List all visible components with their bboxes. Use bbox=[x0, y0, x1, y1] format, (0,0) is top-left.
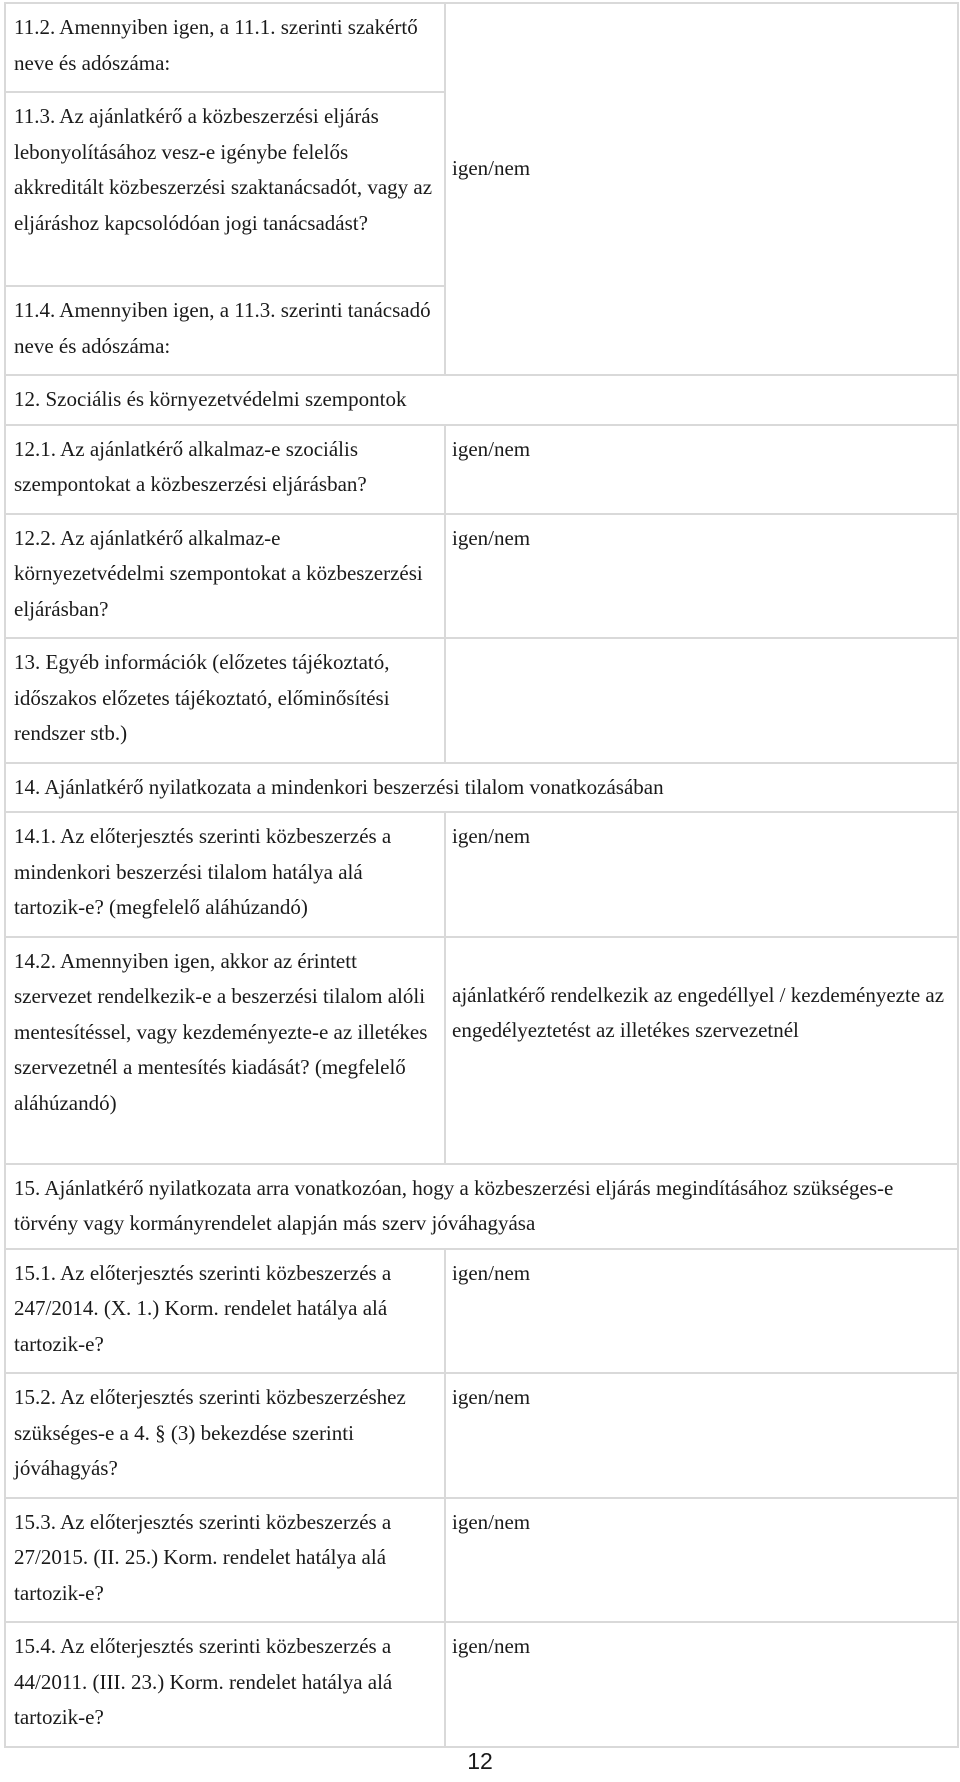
question-14-2-label: 14.2. Amennyiben igen, akkor az érintett szervezet rendelkezik-e a beszerzési tilalom alóli mentesítéssel, vagy kezdeményezte-e az illetékes szervezetnél a mentesítés kiadását? (megfelelő aláhúzandó) bbox=[14, 948, 428, 1115]
table-row-13 bbox=[5, 638, 958, 763]
answer-15-2: igen/nem bbox=[452, 1385, 531, 1409]
answer-cell bbox=[445, 812, 958, 937]
table-row-12-1 bbox=[5, 425, 958, 514]
answer-cell-empty bbox=[445, 638, 958, 763]
answer-11-3: igen/nem bbox=[452, 156, 531, 181]
question-15-3-label: 15.3. Az előterjesztés szerinti közbeszerzés a 27/2015. (II. 25.) Korm. rendelet hatálya alá tartozik-e? bbox=[14, 1509, 392, 1605]
answer-cell-merged-11 bbox=[445, 3, 958, 375]
question-15-2-label: 15.2. Az előterjesztés szerinti közbeszerzéshez szükséges-e a 4. § (3) bekezdése szerinti jóváhagyás? bbox=[14, 1385, 406, 1480]
section-row-14 bbox=[5, 763, 958, 813]
question-12-2-label: 12.2. Az ajánlatkérő alkalmaz-e környezetvédelmi szempontokat a közbeszerzési eljárásban? bbox=[14, 525, 423, 621]
table-row-15-2 bbox=[5, 1373, 958, 1498]
question-cell bbox=[5, 1373, 445, 1498]
answer-14-1: igen/nem bbox=[452, 824, 531, 848]
answer-12-2: igen/nem bbox=[452, 525, 531, 550]
question-14-1-label: 14.1. Az előterjesztés szerinti közbeszerzés a mindenkori beszerzési tilalom hatálya alá tartozik-e? (megfelelő aláhúzandó) bbox=[14, 824, 392, 919]
question-12-1-label: 12.1. Az ajánlatkérő alkalmaz-e szociális szempontokat a közbeszerzési eljárásban? bbox=[14, 436, 367, 496]
section-row-12 bbox=[5, 375, 958, 425]
question-11-2-label: 11.2. Amennyiben igen, a 11.1. szerinti szakértő neve és adószáma: bbox=[14, 15, 418, 75]
answer-cell bbox=[445, 1249, 958, 1374]
table-row-12-2 bbox=[5, 514, 958, 639]
page-number: 12 bbox=[467, 1748, 493, 1774]
answer-12-1: igen/nem bbox=[452, 436, 531, 461]
answer-15-1: igen/nem bbox=[452, 1260, 531, 1285]
section-14-heading: 14. Ajánlatkérő nyilatkozata a mindenkori beszerzési tilalom vonatkozásában bbox=[14, 774, 664, 799]
question-cell bbox=[5, 1249, 445, 1374]
answer-cell bbox=[445, 937, 958, 1164]
section-heading-cell bbox=[5, 375, 958, 425]
answer-15-3: igen/nem bbox=[452, 1509, 531, 1534]
question-cell bbox=[5, 286, 445, 375]
question-11-3-label: 11.3. Az ajánlatkérő a közbeszerzési eljárás lebonyolításához vesz-e igénybe felelős akkreditált közbeszerzési szaktanácsadót, vagy az eljáráshoz kapcsolódóan jogi tanácsadást? bbox=[14, 104, 433, 235]
answer-14-2: ajánlatkérő rendelkezik az engedéllyel / kezdeményezte az engedélyeztetést az illetékes szervezetnél bbox=[452, 982, 945, 1042]
question-13-label: 13. Egyéb információk (előzetes tájékoztató, időszakos előzetes tájékoztató, előminősítési rendszer stb.) bbox=[14, 650, 390, 745]
answer-15-4: igen/nem bbox=[452, 1634, 531, 1658]
question-15-1-label: 15.1. Az előterjesztés szerinti közbeszerzés a 247/2014. (X. 1.) Korm. rendelet hatálya alá tartozik-e? bbox=[14, 1260, 392, 1356]
question-cell bbox=[5, 425, 445, 514]
table-row-14-2 bbox=[5, 937, 958, 1164]
answer-cell bbox=[445, 1498, 958, 1623]
question-cell bbox=[5, 1622, 445, 1747]
question-15-4-label: 15.4. Az előterjesztés szerinti közbeszerzés a 44/2011. (III. 23.) Korm. rendelet hatálya alá tartozik-e? bbox=[14, 1634, 393, 1729]
question-11-4-label: 11.4. Amennyiben igen, a 11.3. szerinti tanácsadó neve és adószáma: bbox=[14, 298, 431, 358]
form-table bbox=[4, 2, 959, 1748]
section-12-heading: 12. Szociális és környezetvédelmi szempontok bbox=[14, 387, 407, 411]
question-cell bbox=[5, 937, 445, 1164]
table-row-14-1 bbox=[5, 812, 958, 937]
section-heading-cell bbox=[5, 763, 958, 813]
question-cell bbox=[5, 638, 445, 763]
answer-cell bbox=[445, 1373, 958, 1498]
table-row-15-1 bbox=[5, 1249, 958, 1374]
answer-cell bbox=[445, 1622, 958, 1747]
question-cell bbox=[5, 3, 445, 92]
section-row-15 bbox=[5, 1164, 958, 1249]
question-cell bbox=[5, 514, 445, 639]
question-cell bbox=[5, 92, 445, 286]
answer-cell bbox=[445, 425, 958, 514]
answer-cell bbox=[445, 514, 958, 639]
table-row-15-4 bbox=[5, 1622, 958, 1747]
question-cell bbox=[5, 812, 445, 937]
table-row-15-3 bbox=[5, 1498, 958, 1623]
table-row-11-2 bbox=[5, 3, 958, 92]
section-15-heading: 15. Ajánlatkérő nyilatkozata arra vonatkozóan, hogy a közbeszerzési eljárás megindításához szükséges-e törvény vagy kormányrendelet alapján más szerv jóváhagyása bbox=[14, 1175, 894, 1235]
question-cell bbox=[5, 1498, 445, 1623]
section-heading-cell bbox=[5, 1164, 958, 1249]
